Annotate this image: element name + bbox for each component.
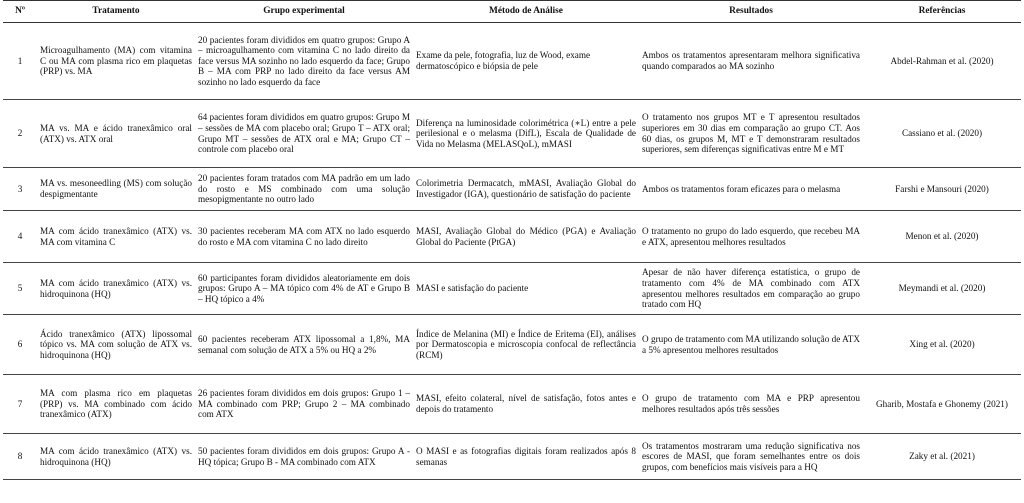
row-treatment: MA vs. MA e ácido tranexâmico oral (ATX) vs. ATX oral (40, 122, 192, 144)
row-num: 1 (17, 55, 23, 66)
row-results: O grupo de tratamento com MA utilizando solução de ATX a 5% apresentou melhores resultados (642, 333, 860, 355)
table-row (3, 434, 1021, 480)
row-results: Os tratamentos mostraram uma redução significativa nos escores de MASI, que foram semelhantes entre os dois grupos, com benefícios mais visíveis para a HQ (642, 440, 860, 472)
row-method: Diferença na luminosidade colorimétrica (∗L) entre a pele perilesional e o melasma (DifL), Escala de Qualidade de Vida no Melasma (MELASQoL), mMASI (416, 117, 636, 149)
row-treatment: MA com plasma rico em plaquetas (PRP) vs. MA combinado com ácido tranexâmico (ATX) (40, 388, 192, 420)
row-method: Colorimetria Dermacatch, mMASI, Avaliação Global do Investigador (IGA), questionário de satisfação do paciente (416, 178, 636, 199)
row-results: O tratamento nos grupos MT e T apresentou resultados superiores em 30 dias em comparação ao grupo CT. Aos 60 dias, os grupos M, MT e T demonstraram resultados superiores, sem diferenças significativas entre M e MT (642, 112, 860, 155)
row-group: 20 pacientes foram divididos em quatro grupos: Grupo A – microagulhamento com vitamina C no lado direito da face versus MA sozinho no lado esquerdo da face; Grupo B – MA com PRP no lado direito da face versus AM sozinho no lado esquerdo da face (198, 34, 410, 87)
row-method: MASI, efeito colateral, nível de satisfação, fotos antes e depois do tratamento (416, 393, 636, 414)
row-group: 30 pacientes receberam MA com ATX no lado esquerdo do rosto e MA com vitamina C no lado direito (198, 225, 410, 247)
row-num: 3 (17, 183, 23, 194)
row-group: 64 pacientes foram divididos em quatro grupos: Grupo M – sessões de MA com placebo oral; Grupo T – ATX oral; Grupo MT – sessões de ATX oral e MA; Grupo CT – controle com placebo oral (198, 112, 410, 155)
row-ref: Menon et al. (2020) (905, 231, 979, 242)
row-ref: Meymandi et al. (2020) (898, 283, 986, 294)
row-group: 50 pacientes foram divididos em dois grupos: Grupo A - HQ tópica; Grupo B - MA combinado com ATX (198, 445, 410, 467)
row-ref: Xing et al. (2020) (909, 339, 975, 350)
row-method: MASI e satisfação do paciente (416, 283, 529, 294)
row-treatment: Microagulhamento (MA) com vitamina C ou MA com plasma rico em plaquetas (PRP) vs. MA (40, 45, 192, 77)
row-treatment: Ácido tranexâmico (ATX) lipossomal tópico vs. MA com solução de ATX vs. hidroquinona (HQ) (40, 328, 192, 360)
row-num: 8 (17, 451, 23, 462)
table-row (3, 168, 1021, 211)
row-group: 60 pacientes receberam ATX lipossomal a 1,8%, MA semanal com solução de ATX a 5% ou HQ a 2% (198, 333, 410, 355)
row-group: 20 pacientes foram tratados com MA padrão em um lado do rosto e MS combinado com uma solução mesopigmentante no outro lado (198, 173, 410, 205)
header-group: Grupo experimental (263, 6, 345, 16)
row-num: 7 (17, 398, 23, 409)
row-num: 2 (17, 128, 23, 139)
row-results: O grupo de tratamento com MA e PRP apresentou melhores resultados após três sessões (642, 393, 860, 414)
header-results: Resultados (729, 6, 773, 16)
header-num: Nº (15, 6, 25, 16)
table-row (3, 23, 1021, 100)
row-treatment: MA com ácido tranexâmico (ATX) vs. MA com vitamina C (40, 225, 192, 247)
row-group: 60 participantes foram divididos aleatoriamente em dois grupos: Grupo A – MA tópico com 4% de AT e Grupo B – HQ tópico a 4% (198, 272, 410, 304)
header-method: Método de Análise (489, 6, 563, 16)
table-row (3, 211, 1021, 263)
header-row (3, 1, 1021, 23)
row-treatment: MA vs. mesoneedling (MS) com solução despigmentante (40, 178, 192, 199)
header-treatment: Tratamento (92, 6, 140, 16)
row-results: O tratamento no grupo do lado esquerdo, que recebeu MA e ATX, apresentou melhores resultados (642, 225, 860, 247)
row-method: Índice de Melanina (MI) e Índice de Eritema (EI), análises por Dermatoscopia e microscopia confocal de reflectância (RCM) (416, 328, 636, 360)
row-ref: Farshi e Mansouri (2020) (895, 183, 989, 194)
row-num: 5 (17, 283, 23, 294)
row-ref: Zaky et al. (2021) (909, 451, 975, 462)
table-row (3, 315, 1021, 375)
studies-table (3, 0, 1021, 480)
header-refs: Referências (918, 6, 966, 16)
row-treatment: MA com ácido tranexâmico (ATX) vs. hidroquinona (HQ) (40, 277, 192, 299)
row-results: Apesar de não haver diferença estatística, o grupo de tratamento com 4% de MA combinado com ATX apresentou melhores resultados em comparação ao grupo tratado com HQ (642, 267, 860, 310)
row-num: 4 (17, 231, 23, 242)
row-ref: Gharib, Mostafa e Ghonemy (2021) (876, 398, 1008, 409)
row-group: 26 pacientes foram divididos em dois grupos: Grupo 1 – MA combinado com PRP; Grupo 2 – MA combinado com ATX (198, 388, 410, 420)
row-results: Ambos os tratamentos foram eficazes para o melasma (642, 183, 841, 194)
row-ref: Cassiano et al. (2020) (901, 128, 983, 139)
row-method: Exame da pele, fotografia, luz de Wood, exame dermatoscópico e biópsia de pele (416, 50, 591, 71)
table-row (3, 100, 1021, 168)
row-method: MASI, Avaliação Global do Médico (PGA) e Avaliação Global do Paciente (PtGA) (416, 225, 636, 247)
row-num: 6 (17, 339, 23, 350)
row-method: O MASI e as fotografias digitais foram realizados após 8 semanas (416, 445, 636, 467)
table-row (3, 263, 1021, 315)
row-treatment: MA com ácido tranexâmico (ATX) vs. hidroquinona (HQ) (40, 445, 192, 467)
row-results: Ambos os tratamentos apresentaram melhora significativa quando comparados ao MA sozinho (642, 50, 860, 71)
row-ref: Abdel-Rahman et al. (2020) (890, 55, 994, 66)
table-row (3, 375, 1021, 434)
